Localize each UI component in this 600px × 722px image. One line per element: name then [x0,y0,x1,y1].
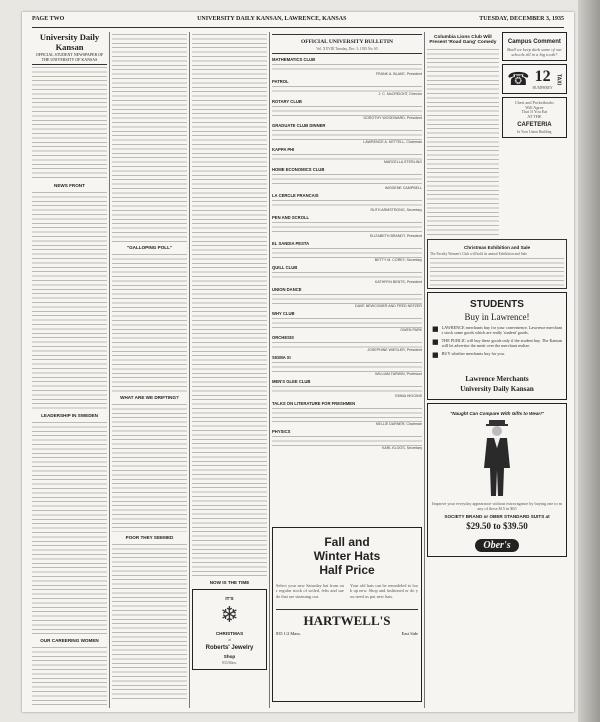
bulletin-item-heading: LA CERCLE FRANCAIS [272,193,319,199]
ad-text: Your old hats can be remodeled to look up new. Shop and fashioned or do you need us put new hats. [350,583,418,599]
ad-footer: Lawrence Merchants [465,375,529,384]
taxi-name: HUMPHREY [532,86,553,90]
bulletin-item-body [272,128,422,140]
ad-text: SOCIETY BRAND or OBER STANDARD SUITS at [444,514,550,520]
ad-address: 833 Mass. [222,661,237,666]
bulletin-item [272,241,422,262]
bulletin-item-heading: MEN'S GLEE CLUB [272,379,311,385]
bulletin-item [272,99,422,120]
ad-headline: Fall and [324,535,370,549]
phone-icon: ☎ [507,68,530,90]
article-body [112,402,187,532]
obers-logo: Ober's [475,539,518,552]
ad-text: LAWRENCE merchants buy for your convenience. Lawrence merchants stock some goods which are really 'student' goods. [441,325,562,336]
bulletin-item [272,215,422,238]
bulletin-item [272,379,422,398]
ad-text: Chesi and Pocketbooks [514,100,554,106]
bulletin-item-heading: PATROL [272,79,289,85]
newspaper-page [22,12,574,712]
ad-footer: University Daily Kansan [460,385,534,394]
bulletin-item-heading: SIGMA XI [272,355,291,361]
bulletin-item [272,355,422,376]
bulletin-item-body [272,384,422,394]
bulletin-item-heading: WHY CLUB [272,311,295,317]
bulletin-item [272,147,422,164]
bulletin-item-signature: IMOGENE CAMPBELL [384,186,422,191]
bulletin-header [272,34,422,54]
ad-subtitle: Buy in Lawrence! [464,312,530,323]
bulletin-item-heading: ORCHESIS [272,335,294,341]
editorial-body [32,420,107,635]
ad-paragraph [432,351,562,359]
bulletin-item [272,401,422,426]
bulletin-item-signature: EMMA HIGGINS [395,394,422,399]
club-article [427,32,499,237]
bulletin-item [272,429,422,450]
ad-text: Improve your everyday appearance without extravagance by buying one to many of these $15 in $65 [432,501,562,511]
ad-paragraph [432,325,562,335]
taxi-block [533,68,553,90]
ad-paragraph [432,338,562,348]
ad-text: In Your Union Building [517,130,552,135]
bulletin-title: OFFICIAL UNIVERSITY BULLETIN [300,39,394,45]
bulletin-item-body [272,220,422,234]
ad-text: That If You Eat [521,109,548,115]
bulletin-item-signature: J. C. McCREIGHT, Director [378,92,422,97]
ad-text: CHRISTMAS [215,631,244,636]
bulletin-item-signature: WILLIAM TARWIN, Professor [375,372,422,377]
notice-body [430,256,564,286]
column-editorial [32,32,107,708]
ad-store: HARTWELL'S [276,609,418,629]
bulletin-volume: Vol. XXVIII Tuesday, Dec. 3, 1935 No. 65 [316,47,378,51]
bulletin-item-heading: PEN AND SCROLL [272,215,310,221]
page-header [32,16,564,28]
ad-price: $29.50 to $39.50 [466,521,528,532]
bulletin-item-signature: KATHRYN BENTS, President [375,280,422,285]
bulletin-item-heading: TALKS ON LITERATURE FOR FRESHMEN [272,401,356,407]
bulletin-item-heading: QUILL CLUB [272,265,298,271]
article-heading: "GALLOPING POLL" [126,245,173,250]
bulletin-item-signature: ELIZABETH BRANDT, President [369,234,422,239]
bulletin-item [272,335,422,352]
bulletin-item-body [272,270,422,280]
bulletin-item-body [272,340,422,348]
bulletin-item [272,123,422,144]
ad-text: Will Agree [525,104,544,110]
campus-comment-ad [502,32,567,61]
article-heading: NOW IS THE TIME [209,580,250,585]
bulletin-item-signature: DOROTHY WOODWARD, President [363,116,422,121]
editorial-heading: OUR CAREERING WOMEN [40,638,99,643]
bulletin-item [272,79,422,96]
editorial-body [32,645,107,708]
man-in-suit-illustration [477,418,517,498]
ad-title: STUDENTS [470,299,524,311]
bulletin-item [272,311,422,332]
paper-title: UNIVERSITY DAILY KANSAN, LAWRENCE, KANSAS [197,16,347,22]
ad-address-row [276,631,418,636]
bulletin-item-heading: PHYSICS [272,429,291,435]
bulletin-item-heading: MATHEMATICS CLUB [272,57,316,63]
ad-text: Shop [223,654,236,660]
bulletin-item [272,167,422,190]
bulletin-item-heading: ROTARY CLUB [272,99,302,105]
article-body [112,542,187,702]
ad-headline: Half Price [319,563,375,577]
bulletin-item-heading: UNION DANCE [272,287,302,293]
ad-text: THE PUBLIC will buy these goods only if the student buy. The Kansan will let advertise the merit over the merchant realize. [441,338,562,349]
column-three [192,32,267,708]
ads-stack [502,32,567,237]
bulletin-item-body [272,316,422,328]
christmas-bells-icon: ❄ [220,603,239,628]
staff-box [32,65,107,180]
ad-store: Roberts' Jewelry [205,645,254,652]
bulletin-item-body [272,360,422,372]
editorial-body [32,190,107,410]
masthead-subtitle: OFFICIAL STUDENT NEWSPAPER OF THE UNIVERSITY OF KANSAS [35,52,104,62]
bulletin-items [272,57,422,450]
square-bullet-icon: ■ [432,338,439,347]
bulletin-item [272,265,422,284]
ad-address: East Side [401,631,418,637]
ad-text: at [228,638,231,642]
roberts-jewelry-ad [192,589,267,670]
editorial-heading: LEADERSHIP IN SWEDEN [41,413,98,418]
bulletin-item-signature: DAVE NEWCOMER AND FRED NEFZER [355,304,422,309]
ad-text: BUY whether merchants buy for you. [441,351,505,357]
bulletin-item-body [272,172,422,186]
bulletin-item-body [272,152,422,160]
masthead-title: University Daily Kansan [39,32,100,52]
date: TUESDAY, DECEMBER 3, 1935 [479,16,564,22]
article-body [427,47,499,237]
bulletin-item-signature: LAWRENCE A. KETTELL, Chairman [363,140,422,145]
bulletin-item-heading: EL SANDIA PESTA [272,241,310,247]
ad-text: AT THE [527,113,542,119]
bulletin-item [272,287,422,308]
column-rule [109,32,110,708]
bulletin-item-body [272,246,422,258]
ad-text: Select your new Saturday hat from our regular stock of soiled, felts and suede that are steaming out. [276,583,344,599]
column-rule [269,32,270,708]
bulletin-item-body [272,292,422,304]
scanner-edge [578,0,600,722]
column-ads [427,32,567,708]
page-number: PAGE TWO [32,16,65,22]
christmas-sale-notice [427,239,567,289]
bulletin-item-body [272,104,422,116]
ad-columns [276,583,418,599]
ad-headline: Winter Hats [313,549,381,563]
bulletin-item-body [272,406,422,422]
bulletin-item-body [272,62,422,72]
taxi-word: TAXI [555,73,562,85]
ad-address: 835 1/2 Mass. [276,631,301,637]
bulletin-item-body [272,84,422,92]
article-body [112,32,187,242]
bulletin-item-heading: KAPPA PHI [272,147,295,153]
bulletin-item-signature: JOSEPHINE WIESLER, President [367,348,422,353]
bulletin-item-body [272,198,422,208]
notice-text: The Faculty Women's Club will hold its annual Exhibition and Sale [430,252,527,256]
article-body [192,32,267,577]
ad-title: Campus Comment [507,39,561,45]
cafeteria-ad [502,97,567,138]
bulletin-item-signature: BETTY M. COREY, Secretary [374,258,422,263]
masthead [32,32,107,65]
students-buy-ad [427,292,567,400]
ad-text: IT'S [225,596,234,601]
ad-title: CAFETERIA [517,122,552,129]
article-heading: WHAT ARE WE DRIFTING? [120,395,179,400]
hartwells-hats-ad [272,527,422,702]
obers-suits-ad [427,403,567,557]
ad-text: Shall we keep dark some of our schools till in a big tooth? [506,47,562,57]
bulletin-item-body [272,434,422,446]
ads-top-row [427,32,567,237]
article-heading: Columbia Lions Club Will Present 'Road Gang' Comedy [429,35,497,45]
bulletin-item-heading: HOME ECONOMICS CLUB [272,167,325,173]
bulletin-item-signature: RUTH ARMSTRONG, Secretary [370,208,422,213]
bulletin-item-signature: OWEN PARK [400,328,422,333]
editorial-heading: NEWS FRONT [54,183,85,188]
notice-title: Christmas Exhibition and Sale [463,245,531,250]
bulletin-item [272,193,422,212]
column-rule [189,32,190,708]
article-heading: POOR THEY SEEMED [125,535,174,540]
bulletin-item-signature: KARL KLOOS, Secretary [381,446,422,451]
taxi-ad [502,64,567,94]
square-bullet-icon: ■ [432,325,439,334]
square-bullet-icon: ■ [432,351,439,360]
bulletin-item-signature: NELLIE DARNER, Chairman [375,422,422,427]
article-body [112,252,187,392]
bulletin-item [272,57,422,76]
column-two [112,32,187,708]
bulletin-item-heading: GRADUATE CLUB DINNER [272,123,326,129]
bulletin-item-signature: MARCELLA STERLING [383,160,422,165]
ad-tagline: "Naught Can Compare With Gifts to Wear!" [450,411,544,417]
bulletin-item-signature: FRANK A. BLAKE, President [375,72,422,77]
column-rule [424,32,425,708]
taxi-number: 12 [534,68,551,85]
